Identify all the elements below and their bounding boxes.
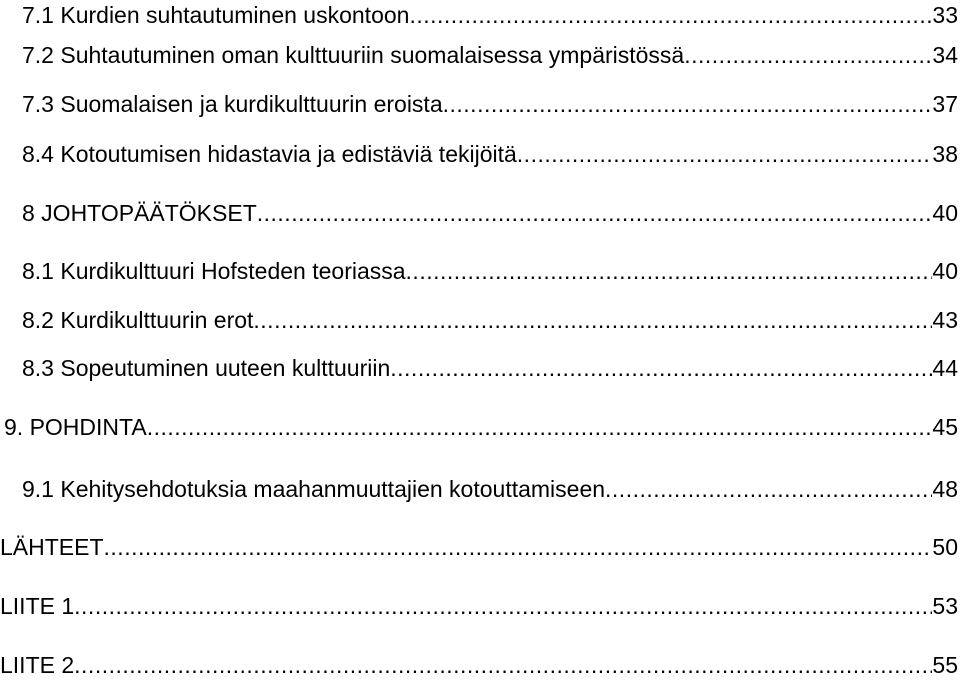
toc-entry-page: 45 [932,414,958,440]
toc-entry[interactable] [22,139,960,169]
toc-entry-title: 9.1 Kehitysehdotuksia maahanmuuttajien kotouttamiseen [22,476,606,502]
toc-entry-title: 9. POHDINTA [4,414,147,440]
toc-entry-page: 34 [932,42,958,68]
toc-dot-leader [147,412,933,442]
toc-entry-page: 40 [932,200,958,226]
toc-entry[interactable] [22,0,960,30]
toc-dot-leader [406,256,933,286]
toc-entry-page: 50 [932,534,958,560]
toc-dot-leader [253,305,932,335]
toc-entry-title: 7.1 Kurdien suhtautuminen uskontoon [22,2,410,28]
toc-entry-title: LIITE 1 [0,593,75,619]
toc-entry-title: 7.3 Suomalaisen ja kurdikulttuurin eroista [22,91,443,117]
toc-entry-page: 55 [932,652,958,678]
toc-dot-leader [257,198,933,228]
toc-entry-page: 38 [932,141,958,167]
toc-entry-page: 37 [932,91,958,117]
toc-entry[interactable] [0,650,960,680]
toc-entry[interactable] [22,353,960,383]
toc-dot-leader [390,353,932,383]
toc-entry[interactable] [4,412,960,442]
toc-entry-page: 40 [932,258,958,284]
toc-entry-title: LÄHTEET [0,534,104,560]
toc-entry[interactable] [22,256,960,286]
toc-entry-title: 7.2 Suhtautuminen oman kulttuuriin suomalaisessa ympäristössä [22,42,685,68]
toc-entry-title: 8 JOHTOPÄÄTÖKSET [22,200,257,226]
toc-dot-leader [74,650,932,680]
toc-entry-page: 43 [932,307,958,333]
toc-dot-leader [517,139,933,169]
toc-entry-title: 8.1 Kurdikulttuuri Hofsteden teoriassa [22,258,406,284]
toc-dot-leader [684,40,932,70]
toc-entry-page: 53 [932,593,958,619]
toc-entry[interactable] [22,198,960,228]
toc-entry[interactable] [22,40,960,70]
toc-entry[interactable] [0,532,960,562]
toc-entry-title: 8.3 Sopeutuminen uuteen kulttuuriin [22,355,391,381]
toc-entry-page: 44 [932,355,958,381]
toc-entry-page: 48 [932,476,958,502]
toc-entry[interactable] [22,305,960,335]
toc-dot-leader [605,474,932,504]
toc-entry-page: 33 [932,2,958,28]
toc-entry[interactable] [0,591,960,621]
toc-entry-title: 8.4 Kotoutumisen hidastavia ja edistäviä tekijöitä [22,141,517,167]
toc-dot-leader [104,532,933,562]
toc-dot-leader [409,0,932,30]
toc-entry-title: 8.2 Kurdikulttuurin erot [22,307,254,333]
toc-entry-title: LIITE 2 [0,652,75,678]
toc-dot-leader [74,591,932,621]
toc-dot-leader [443,89,933,119]
toc-entry[interactable] [22,474,960,504]
toc-entry[interactable] [22,89,960,119]
